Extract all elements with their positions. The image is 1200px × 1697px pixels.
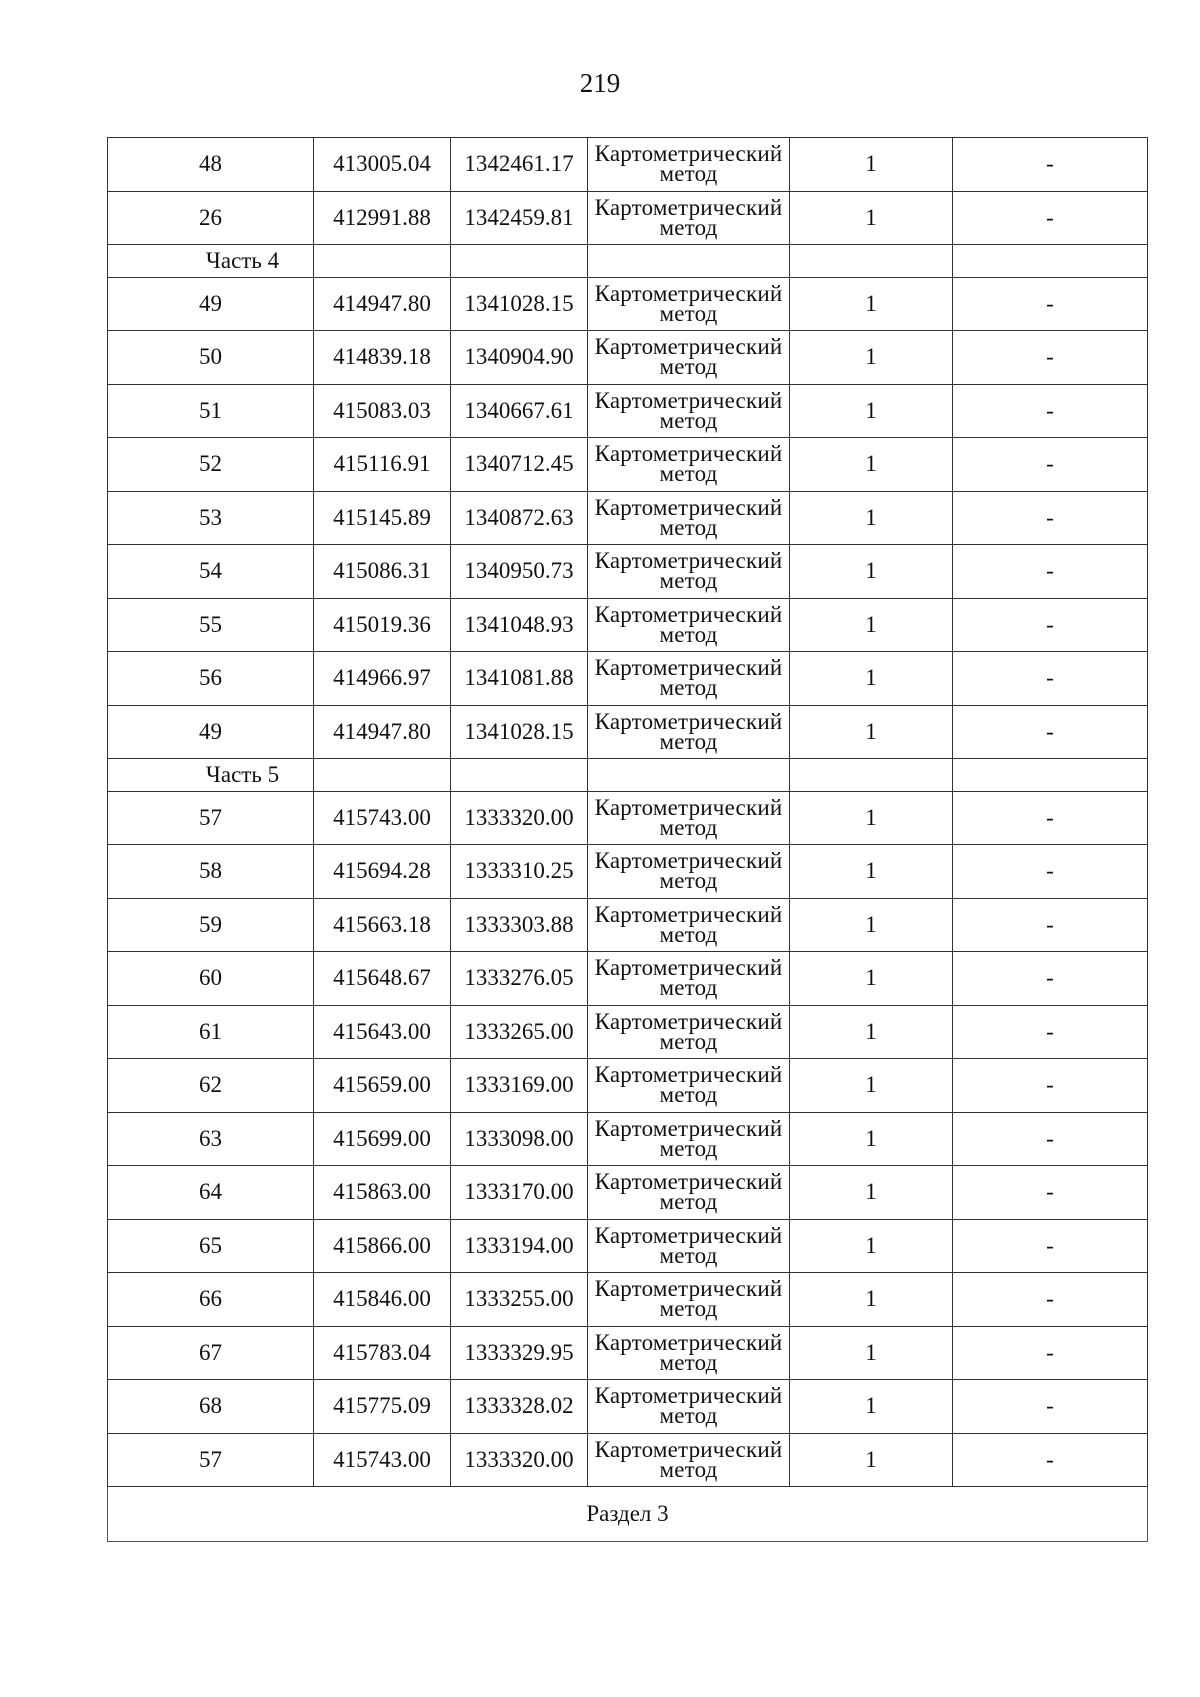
method-line-1: Картометрический (594, 1276, 783, 1302)
table-row (108, 898, 1148, 952)
x-coordinate-cell: 415866.00 (314, 1219, 451, 1273)
accuracy-cell: 1 (790, 384, 953, 438)
point-number-cell: 55 (108, 598, 314, 652)
accuracy-cell: 1 (790, 652, 953, 706)
note-cell: - (953, 1166, 1148, 1220)
method-cell (588, 898, 790, 952)
note-cell: - (953, 598, 1148, 652)
method-cell (588, 1433, 790, 1487)
accuracy-cell: 1 (790, 705, 953, 759)
table-row (108, 277, 1148, 331)
method-cell (588, 191, 790, 245)
y-coordinate-cell: 1333276.05 (451, 952, 588, 1006)
x-coordinate-cell: 415863.00 (314, 1166, 451, 1220)
method-line-2: метод (659, 1456, 718, 1482)
y-coordinate-cell: 1333265.00 (451, 1005, 588, 1059)
accuracy-cell: 1 (790, 277, 953, 331)
method-line-1: Картометрический (594, 848, 783, 874)
method-line-2: метод (659, 921, 718, 947)
accuracy-cell: 1 (790, 1112, 953, 1166)
x-coordinate-cell: 415743.00 (314, 1433, 451, 1487)
point-number-cell: 65 (108, 1219, 314, 1273)
point-number-cell: 26 (108, 191, 314, 245)
section-footer-label: Раздел 3 (108, 1487, 1148, 1542)
accuracy-cell: 1 (790, 898, 953, 952)
method-line-1: Картометрический (594, 1222, 783, 1248)
x-coordinate-cell: 413005.04 (314, 138, 451, 192)
y-coordinate-cell: 1333329.95 (451, 1326, 588, 1380)
method-cell (588, 1059, 790, 1113)
method-line-1: Картометрический (594, 955, 783, 981)
table-row (108, 1273, 1148, 1327)
table-body (108, 138, 1148, 1487)
method-cell (588, 1219, 790, 1273)
method-line-2: метод (659, 161, 718, 187)
y-coordinate-cell: 1340950.73 (451, 545, 588, 599)
note-cell: - (953, 1059, 1148, 1113)
method-line-2: метод (659, 407, 718, 433)
method-cell (588, 438, 790, 492)
x-coordinate-cell: 412991.88 (314, 191, 451, 245)
table-row (108, 1219, 1148, 1273)
method-line-1: Картометрический (594, 1008, 783, 1034)
method-line-1: Картометрический (594, 194, 783, 220)
x-coordinate-cell: 415846.00 (314, 1273, 451, 1327)
point-number-cell: 62 (108, 1059, 314, 1113)
accuracy-cell: 1 (790, 1380, 953, 1434)
note-cell: - (953, 652, 1148, 706)
method-cell (588, 277, 790, 331)
note-cell: - (953, 491, 1148, 545)
point-number-cell: 49 (108, 277, 314, 331)
method-line-2: метод (659, 1189, 718, 1215)
part-header-row (108, 759, 1148, 792)
x-coordinate-cell: 415694.28 (314, 845, 451, 899)
note-cell: - (953, 331, 1148, 385)
point-number-cell: 60 (108, 952, 314, 1006)
method-cell (588, 598, 790, 652)
empty-cell (314, 245, 451, 278)
table-row (108, 952, 1148, 1006)
method-cell (588, 1380, 790, 1434)
method-line-1: Картометрический (594, 794, 783, 820)
note-cell: - (953, 191, 1148, 245)
method-cell (588, 652, 790, 706)
section-footer-row (108, 1487, 1148, 1542)
x-coordinate-cell: 415083.03 (314, 384, 451, 438)
note-cell: - (953, 1005, 1148, 1059)
point-number-cell: 49 (108, 705, 314, 759)
empty-cell (314, 759, 451, 792)
point-number-cell: 57 (108, 1433, 314, 1487)
method-cell (588, 1326, 790, 1380)
x-coordinate-cell: 415019.36 (314, 598, 451, 652)
y-coordinate-cell: 1333310.25 (451, 845, 588, 899)
x-coordinate-cell: 414966.97 (314, 652, 451, 706)
note-cell: - (953, 384, 1148, 438)
empty-cell (588, 759, 790, 792)
table-row (108, 138, 1148, 192)
part-label: Часть 5 (108, 759, 314, 792)
method-line-1: Картометрический (594, 601, 783, 627)
table-row (108, 1380, 1148, 1434)
y-coordinate-cell: 1341028.15 (451, 705, 588, 759)
y-coordinate-cell: 1341048.93 (451, 598, 588, 652)
method-line-2: метод (659, 675, 718, 701)
x-coordinate-cell: 415659.00 (314, 1059, 451, 1113)
method-cell (588, 1005, 790, 1059)
y-coordinate-cell: 1333255.00 (451, 1273, 588, 1327)
point-number-cell: 63 (108, 1112, 314, 1166)
empty-cell (451, 759, 588, 792)
method-line-1: Картометрический (594, 708, 783, 734)
method-line-2: метод (659, 461, 718, 487)
empty-cell (790, 759, 953, 792)
y-coordinate-cell: 1333170.00 (451, 1166, 588, 1220)
y-coordinate-cell: 1340872.63 (451, 491, 588, 545)
accuracy-cell: 1 (790, 1219, 953, 1273)
point-number-cell: 68 (108, 1380, 314, 1434)
accuracy-cell: 1 (790, 331, 953, 385)
method-line-1: Картометрический (594, 280, 783, 306)
y-coordinate-cell: 1341028.15 (451, 277, 588, 331)
method-line-2: метод (659, 1349, 718, 1375)
empty-cell (790, 245, 953, 278)
method-line-1: Картометрический (594, 141, 783, 167)
method-line-1: Картометрический (594, 901, 783, 927)
method-cell (588, 791, 790, 845)
method-line-2: метод (659, 1082, 718, 1108)
table-row (108, 438, 1148, 492)
table-row (108, 331, 1148, 385)
table-row (108, 1112, 1148, 1166)
table-row (108, 491, 1148, 545)
method-cell (588, 952, 790, 1006)
y-coordinate-cell: 1340904.90 (451, 331, 588, 385)
method-line-2: метод (659, 214, 718, 240)
method-line-2: метод (659, 1242, 718, 1268)
accuracy-cell: 1 (790, 1433, 953, 1487)
note-cell: - (953, 1112, 1148, 1166)
note-cell: - (953, 1219, 1148, 1273)
point-number-cell: 56 (108, 652, 314, 706)
accuracy-cell: 1 (790, 1166, 953, 1220)
method-line-2: метод (659, 728, 718, 754)
note-cell: - (953, 1433, 1148, 1487)
y-coordinate-cell: 1333320.00 (451, 791, 588, 845)
table-row (108, 791, 1148, 845)
point-number-cell: 51 (108, 384, 314, 438)
method-line-2: метод (659, 300, 718, 326)
accuracy-cell: 1 (790, 952, 953, 1006)
accuracy-cell: 1 (790, 1059, 953, 1113)
table-row (108, 845, 1148, 899)
note-cell: - (953, 952, 1148, 1006)
x-coordinate-cell: 415775.09 (314, 1380, 451, 1434)
note-cell: - (953, 845, 1148, 899)
method-cell (588, 1112, 790, 1166)
point-number-cell: 59 (108, 898, 314, 952)
y-coordinate-cell: 1333194.00 (451, 1219, 588, 1273)
y-coordinate-cell: 1340667.61 (451, 384, 588, 438)
page-number: 219 (579, 68, 621, 98)
accuracy-cell: 1 (790, 491, 953, 545)
note-cell: - (953, 791, 1148, 845)
method-line-1: Картометрический (594, 334, 783, 360)
note-cell: - (953, 438, 1148, 492)
method-line-1: Картометрический (594, 1329, 783, 1355)
y-coordinate-cell: 1342461.17 (451, 138, 588, 192)
note-cell: - (953, 138, 1148, 192)
method-line-1: Картометрический (594, 1169, 783, 1195)
accuracy-cell: 1 (790, 1326, 953, 1380)
x-coordinate-cell: 415116.91 (314, 438, 451, 492)
x-coordinate-cell: 415643.00 (314, 1005, 451, 1059)
empty-cell (953, 759, 1148, 792)
y-coordinate-cell: 1333303.88 (451, 898, 588, 952)
method-line-2: метод (659, 1135, 718, 1161)
point-number-cell: 57 (108, 791, 314, 845)
x-coordinate-cell: 415743.00 (314, 791, 451, 845)
method-cell (588, 138, 790, 192)
note-cell: - (953, 545, 1148, 599)
accuracy-cell: 1 (790, 1273, 953, 1327)
method-cell (588, 545, 790, 599)
table-row (108, 545, 1148, 599)
point-number-cell: 50 (108, 331, 314, 385)
empty-cell (588, 245, 790, 278)
y-coordinate-cell: 1333169.00 (451, 1059, 588, 1113)
point-number-cell: 66 (108, 1273, 314, 1327)
method-line-1: Картометрический (594, 387, 783, 413)
note-cell: - (953, 1273, 1148, 1327)
coordinates-table (107, 137, 1148, 1542)
table-row (108, 1059, 1148, 1113)
method-line-2: метод (659, 1028, 718, 1054)
method-line-1: Картометрический (594, 1115, 783, 1141)
y-coordinate-cell: 1342459.81 (451, 191, 588, 245)
y-coordinate-cell: 1340712.45 (451, 438, 588, 492)
x-coordinate-cell: 415699.00 (314, 1112, 451, 1166)
method-line-1: Картометрический (594, 494, 783, 520)
part-label: Часть 4 (108, 245, 314, 278)
note-cell: - (953, 1326, 1148, 1380)
note-cell: - (953, 898, 1148, 952)
table-row (108, 191, 1148, 245)
table-row (108, 652, 1148, 706)
table-row (108, 1166, 1148, 1220)
x-coordinate-cell: 415783.04 (314, 1326, 451, 1380)
point-number-cell: 53 (108, 491, 314, 545)
y-coordinate-cell: 1333320.00 (451, 1433, 588, 1487)
y-coordinate-cell: 1333098.00 (451, 1112, 588, 1166)
y-coordinate-cell: 1333328.02 (451, 1380, 588, 1434)
part-header-row (108, 245, 1148, 278)
point-number-cell: 54 (108, 545, 314, 599)
point-number-cell: 61 (108, 1005, 314, 1059)
table-row (108, 705, 1148, 759)
note-cell: - (953, 705, 1148, 759)
method-cell (588, 384, 790, 438)
x-coordinate-cell: 414947.80 (314, 277, 451, 331)
method-line-2: метод (659, 621, 718, 647)
table-row (108, 1326, 1148, 1380)
method-line-2: метод (659, 975, 718, 1001)
empty-cell (953, 245, 1148, 278)
method-line-1: Картометрический (594, 441, 783, 467)
method-cell (588, 705, 790, 759)
method-cell (588, 1166, 790, 1220)
table-row (108, 598, 1148, 652)
method-line-1: Картометрический (594, 1383, 783, 1409)
x-coordinate-cell: 415145.89 (314, 491, 451, 545)
table-row (108, 384, 1148, 438)
table-row (108, 1005, 1148, 1059)
method-line-2: метод (659, 514, 718, 540)
method-line-1: Картометрический (594, 1436, 783, 1462)
table-row (108, 1433, 1148, 1487)
accuracy-cell: 1 (790, 438, 953, 492)
accuracy-cell: 1 (790, 138, 953, 192)
point-number-cell: 67 (108, 1326, 314, 1380)
method-line-2: метод (659, 1296, 718, 1322)
method-line-1: Картометрический (594, 655, 783, 681)
accuracy-cell: 1 (790, 545, 953, 599)
method-line-1: Картометрический (594, 548, 783, 574)
point-number-cell: 64 (108, 1166, 314, 1220)
accuracy-cell: 1 (790, 1005, 953, 1059)
method-cell (588, 845, 790, 899)
accuracy-cell: 1 (790, 845, 953, 899)
point-number-cell: 52 (108, 438, 314, 492)
method-cell (588, 491, 790, 545)
accuracy-cell: 1 (790, 598, 953, 652)
point-number-cell: 58 (108, 845, 314, 899)
x-coordinate-cell: 414839.18 (314, 331, 451, 385)
accuracy-cell: 1 (790, 191, 953, 245)
x-coordinate-cell: 415086.31 (314, 545, 451, 599)
y-coordinate-cell: 1341081.88 (451, 652, 588, 706)
method-line-2: метод (659, 354, 718, 380)
empty-cell (451, 245, 588, 278)
x-coordinate-cell: 414947.80 (314, 705, 451, 759)
note-cell: - (953, 277, 1148, 331)
note-cell: - (953, 1380, 1148, 1434)
method-line-1: Картометрический (594, 1062, 783, 1088)
method-line-2: метод (659, 814, 718, 840)
accuracy-cell: 1 (790, 791, 953, 845)
method-cell (588, 1273, 790, 1327)
method-cell (588, 331, 790, 385)
point-number-cell: 48 (108, 138, 314, 192)
method-line-2: метод (659, 1403, 718, 1429)
x-coordinate-cell: 415648.67 (314, 952, 451, 1006)
method-line-2: метод (659, 868, 718, 894)
method-line-2: метод (659, 568, 718, 594)
x-coordinate-cell: 415663.18 (314, 898, 451, 952)
